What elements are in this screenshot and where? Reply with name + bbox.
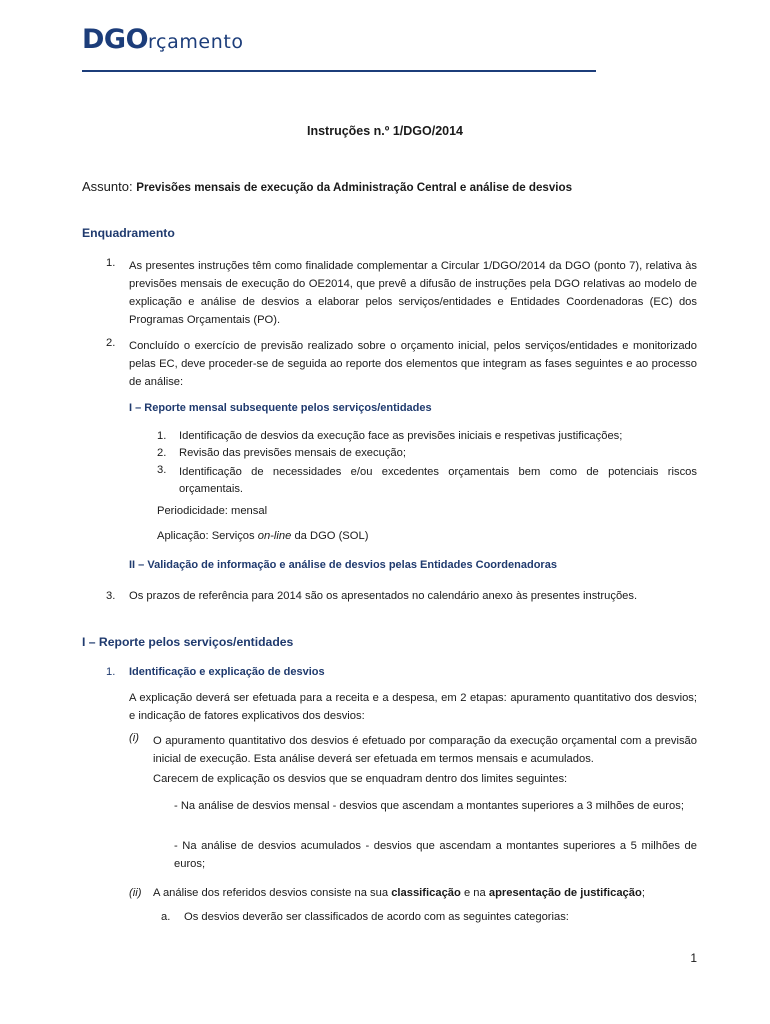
carecem-text: Carecem de explicação os desvios que se enquadram dentro dos limites seguintes: bbox=[153, 773, 568, 785]
subject-label: Assunto: bbox=[82, 179, 133, 194]
roman-ii-label: (ii) bbox=[129, 887, 142, 899]
phase-1-item-3-text: Identificação de necessidades e/ou excedentes orçamentais bem como de potenciais riscos orçamentais. bbox=[179, 466, 697, 495]
page-number: 1 bbox=[690, 951, 697, 965]
roman-ii-bold-2: apresentação de justificação bbox=[488, 887, 642, 899]
aplicacao-italic: on-line bbox=[257, 530, 292, 542]
roman-i-label: (i) bbox=[129, 732, 139, 744]
limit-acumulados: - Na análise de desvios acumulados - desvios que ascendam a montantes superiores a 5 milhões de euros; bbox=[174, 840, 697, 870]
roman-ii-bold-1: classificação bbox=[391, 887, 461, 899]
section-1-intro: A explicação deverá ser efetuada para a receita e a despesa, em 2 etapas: apuramento quantitativo dos desvios; e indicação de fatores explicativos dos desvios: bbox=[129, 692, 697, 722]
item-2-number: 2. bbox=[106, 337, 116, 349]
section-1-heading: I – Reporte pelos serviços/entidades bbox=[82, 635, 294, 649]
document-title: Instruções n.º 1/DGO/2014 bbox=[306, 124, 463, 138]
item-3-text: Os prazos de referência para 2014 são os apresentados no calendário anexo às presentes instruções. bbox=[129, 590, 638, 602]
phase-1-item-3-number: 3. bbox=[157, 464, 167, 476]
dgo-logo bbox=[82, 26, 244, 53]
enquadramento-heading: Enquadramento bbox=[82, 226, 175, 240]
item-3-number: 3. bbox=[106, 590, 116, 602]
aplicacao-suffix: da DGO (SOL) bbox=[294, 530, 369, 542]
item-1-number: 1. bbox=[106, 257, 116, 269]
phase-1-item-2-number: 2. bbox=[157, 447, 167, 459]
alpha-a-text: Os desvios deverão ser classificados de acordo com as seguintes categorias: bbox=[184, 911, 569, 923]
item-1-text: As presentes instruções têm como finalidade complementar a Circular 1/DGO/2014 da DGO (ponto 7), relativa às previsões mensais de execução do OE2014, que prevê a difusão de instruções pela DGO relativas ao modelo de explicação e análise de desvios a elaborar pelos serviços/entidades e Entidades Coordenadoras (EC) dos Programas Orçamentais (PO). bbox=[129, 260, 697, 326]
logo-rest: rçamento bbox=[148, 31, 244, 53]
phase-1-item-1-text: Identificação de desvios da execução face as previsões iniciais e respetivas justificações; bbox=[179, 430, 623, 442]
roman-ii-prefix: A análise dos referidos desvios consiste na sua bbox=[153, 887, 389, 899]
alpha-a-label: a. bbox=[161, 911, 171, 923]
phase-1-item-1-number: 1. bbox=[157, 430, 167, 442]
phase-1-item-2-text: Revisão das previsões mensais de execução; bbox=[179, 447, 406, 459]
limit-mensal: - Na análise de desvios mensal - desvios que ascendam a montantes superiores a 3 milhões de euros; bbox=[174, 800, 684, 812]
aplicacao-prefix: Aplicação: Serviços bbox=[157, 530, 255, 542]
roman-ii-mid: e na bbox=[463, 887, 486, 899]
phase-1-heading: I – Reporte mensal subsequente pelos serviços/entidades bbox=[129, 402, 432, 414]
logo-dgo: DGO bbox=[82, 24, 149, 55]
item-2-text: Concluído o exercício de previsão realizado sobre o orçamento inicial, pelos serviços/entidades e monitorizado pelas EC, deve proceder-se de seguida ao reporte dos elementos que integram as fases seguintes e ao processo de análise: bbox=[129, 340, 697, 388]
phase-2-heading: II – Validação de informação e análise de desvios pelas Entidades Coordenadoras bbox=[129, 559, 557, 571]
roman-ii-suffix: ; bbox=[641, 887, 645, 899]
header-rule bbox=[82, 70, 596, 72]
section-1-sub-heading: Identificação e explicação de desvios bbox=[129, 666, 325, 678]
aplicacao bbox=[157, 530, 368, 542]
roman-i-text: O apuramento quantitativo dos desvios é efetuado por comparação da execução orçamental com a previsão inicial de execução. Esta análise deverá ser efetuada em termos mensais e acumulados. bbox=[153, 735, 697, 765]
subject-line bbox=[82, 179, 572, 194]
subject-text: Previsões mensais de execução da Administração Central e análise de desvios bbox=[136, 181, 573, 194]
roman-ii-text bbox=[153, 887, 697, 899]
section-1-sub-number: 1. bbox=[106, 666, 116, 678]
periodicidade: Periodicidade: mensal bbox=[157, 505, 268, 517]
